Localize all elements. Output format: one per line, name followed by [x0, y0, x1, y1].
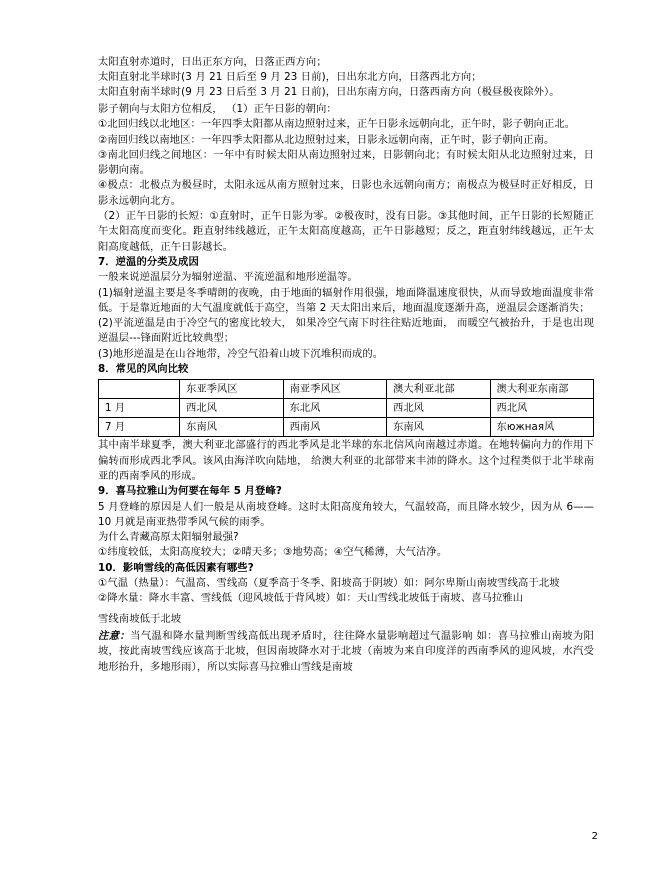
- table-cell: 东北风: [283, 399, 386, 418]
- table-header-cell-3: 澳大利亚北部: [387, 380, 490, 399]
- shadow-item-3: ③南北回归线之间地区：一年中有时候太阳从南边照射过来，日影朝向北；有时候太阳从北边照射过来，日影朝向南。: [98, 148, 594, 177]
- shadow-item-1: ①北回归线以北地区：一年四季太阳都从南边照射过来，正午日影永远朝向北，正午时，影子朝向正北。: [98, 118, 576, 131]
- table-row: [99, 418, 594, 437]
- section-9-line-1: 5 月登峰的原因是人们一般是从南坡登峰。这时太阳高度角较大，气温较高，而且降水较少，因为从 6——10 月就是南亚热带季风气候的雨季。: [98, 500, 594, 528]
- shadow-item-4: ④极点：北极点为极昼时，太阳永远从南方照射过来，日影也永远朝向南方；南极点为极昼时正好相反，日影永远朝向北方。: [98, 179, 594, 207]
- intro-line-1: 太阳直射赤道时，日出正东方向，日落正西方向；: [98, 56, 327, 68]
- section-7-heading-real: 7．逆温的分类及成因: [98, 255, 199, 268]
- table-cell: 东южная风: [490, 418, 593, 437]
- intro-line-2: 太阳直射北半球时(3 月 21 日后至 9 月 23 日前)，日出东北方向，日落西北方向；: [98, 71, 482, 83]
- section-7-lead: 一般来说逆温层分为辐射逆温、平流逆温和地形逆温等。: [98, 271, 358, 284]
- intro-line-3: 太阳直射南半球时(9 月 23 日后至 3 月 21 日前)，日出东南方向，日落西南方向（极昼极夜除外）。: [98, 86, 560, 98]
- table-cell: 1 月: [99, 399, 180, 418]
- shadow-lead: 影子朝向与太阳方位相反， （1）正午日影的朝向：: [98, 103, 337, 115]
- section-7-item-3: (3)地形逆温是在山谷地带，冷空气沿着山坡下沉堆积而成的。: [98, 347, 384, 360]
- table-header-cell-0: [99, 380, 180, 399]
- table-header-row: [99, 380, 594, 399]
- section-9-line-3: ①纬度较低，太阳高度较大；②晴天多；③地势高；④空气稀薄，大气洁净。: [98, 546, 448, 559]
- table-cell: 7 月: [99, 418, 180, 437]
- table-cell: 西南风: [283, 418, 386, 437]
- shadow-length: （2）正午日影的长短：①直射时，正午日影为零。②极夜时，没有日影。③其他时间，正午日影的长短随正午太阳高度而变化。距直射纬线越近，正午太阳高度越高，正午日影越短；反之，距直射纬线越远，正午太阳高度越低，正午日影越长。: [98, 210, 594, 253]
- table-cell: 西北风: [387, 399, 490, 418]
- page-number: 2: [591, 831, 598, 842]
- table-header-cell-4: 澳大利亚东南部: [490, 380, 593, 399]
- table-cell: 东南风: [180, 418, 283, 437]
- section-10-extra: 雪线南坡低于北坡: [98, 612, 182, 625]
- table-row: [99, 399, 594, 418]
- section-7-item-1: (1)辐射逆温主要是冬季晴朗的夜晚，由于地面的辐射作用很强，地面降温速度很快，从而导致地面温度非常低。于是靠近地面的大气温度就低于高空，当第 2 天太阳出来后，地面温度逐渐升高，逆温层会逐渐消失；: [98, 286, 594, 314]
- section-9-heading: 9．喜马拉雅山为何要在每年 5 月登峰?: [98, 485, 282, 498]
- section-8-after: 其中南半球夏季，澳大利亚北部盛行的西北季风是北半球的东北信风向南越过赤道。在地转偏向力的作用下偏转而形成西北季风。该风由海洋吹向陆地， 给澳大利亚的北部带来丰沛的降水。这个过程类似于北半球南亚的西南季风的形成。: [98, 439, 594, 482]
- section-10-item-1: ①气温（热量）：气温高、雪线高（夏季高于冬季、阳坡高于阴坡）如：阿尔卑斯山南坡雪线高于北坡: [98, 577, 560, 590]
- wind-direction-table: [98, 379, 594, 437]
- section-10-heading: 10．影响雪线的高低因素有哪些?: [98, 561, 254, 574]
- note-text: 当气温和降水量判断雪线高低出现矛盾时，往往降水量影响超过气温影响 如：喜马拉雅山南坡为阳坡，按此南坡雪线应该高于北坡，但因南坡降水对于北坡（南坡为来自印度洋的西南季风的迎风坡，水汽受地形抬升，多地形雨），所以实际喜马拉雅山雪线是南坡: [98, 629, 594, 673]
- section-10-note: [98, 629, 594, 675]
- table-header-cell-2: 南亚季风区: [283, 380, 386, 399]
- section-7-item-2: (2)平流逆温是由于冷空气的密度比较大， 如果冷空气南下时往往贴近地面， 而暖空气被抬升，于是也出现逆温层---锋面附近比较典型；: [98, 317, 594, 345]
- section-8-heading: 8．常见的风向比较: [98, 363, 189, 376]
- section-9-line-2: 为什么青藏高原太阳辐射最强?: [98, 531, 239, 544]
- note-label: 注意：: [98, 629, 131, 642]
- document-body: [98, 55, 594, 675]
- table-cell: 东南风: [387, 418, 490, 437]
- table-cell: 西北风: [490, 399, 593, 418]
- table-header-cell-1: 东亚季风区: [180, 380, 283, 399]
- shadow-item-2: ②南回归线以南地区：一年四季太阳都从北边照射过来，日影永远朝向南，正午时，影子朝向正南。: [98, 133, 555, 146]
- section-10-item-2: ②降水量：降水丰富、雪线低（迎风坡低于背风坡）如：天山雪线北坡低于南坡、喜马拉雅山: [98, 592, 524, 605]
- table-cell: 西北风: [180, 399, 283, 418]
